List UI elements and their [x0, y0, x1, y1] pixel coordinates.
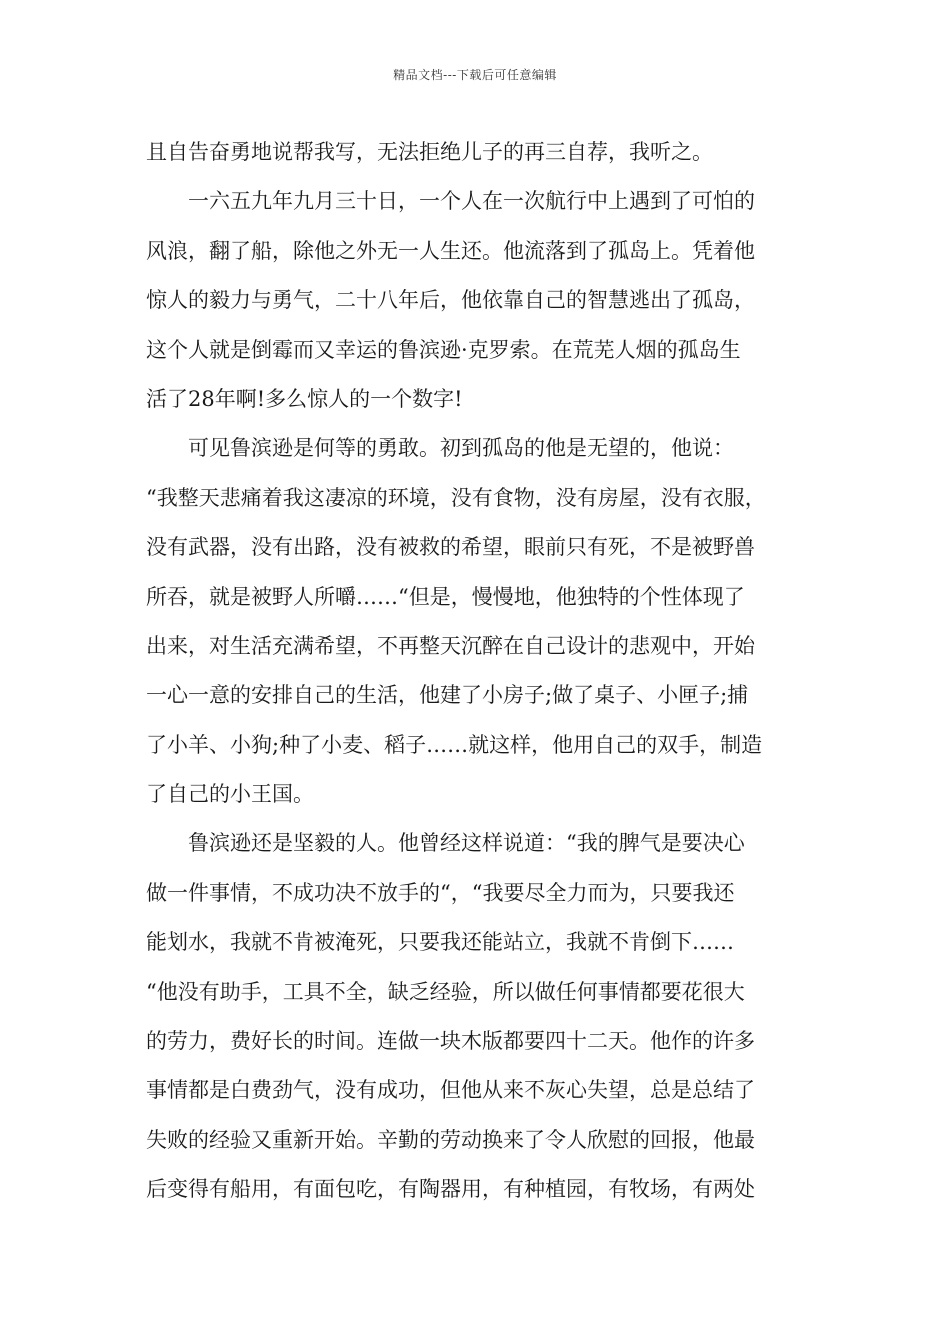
text-line: 一心一意的安排自己的生活，他建了小房子;做了桌子、小匣子;捕 [146, 683, 749, 708]
text-line: 且自告奋勇地说帮我写，无法拒绝儿子的再三自荐，我听之。 [146, 140, 713, 164]
document-body [146, 128, 818, 1215]
text-line: 了自己的小王国。 [146, 782, 314, 807]
text-line: 鲁滨逊还是坚毅的人。他曾经这样说道：“我的脾气是要决心 [146, 831, 745, 856]
text-line: 活了28年啊!多么惊人的一个数字! [146, 386, 463, 411]
text-line: 一六五九年九月三十日，一个人在一次航行中上遇到了可怕的 [146, 189, 755, 214]
text-line: 出来，对生活充满希望，不再整天沉醉在自己设计的悲观中，开始 [146, 633, 755, 658]
text-line: 后变得有船用，有面包吃，有陶器用，有种植园，有牧场，有两处 [146, 1177, 755, 1202]
text-line: “他没有助手，工具不全，缺乏经验，所以做任何事情都要花很大 [146, 979, 745, 1004]
text-line: 做一件事情，不成功决不放手的“，“我要尽全力而为，只要我还 [146, 880, 735, 905]
page-header: 精品文档---下载后可任意编辑 [393, 68, 557, 82]
text-line: 所吞，就是被野人所嚼……“但是，慢慢地，他独特的个性体现了 [146, 584, 745, 609]
text-line: 了小羊、小狗;种了小麦、稻子……就这样，他用自己的双手，制造 [146, 732, 763, 757]
text-line: 事情都是白费劲气，没有成功，但他从来不灰心失望，总是总结了 [146, 1078, 755, 1103]
text-line: 这个人就是倒霉而又幸运的鲁滨逊·克罗索。在荒芜人烟的孤岛生 [146, 337, 741, 362]
text-line: 惊人的毅力与勇气，二十八年后，他依靠自己的智慧逃出了孤岛， [146, 288, 755, 313]
text-line: 风浪，翻了船，除他之外无一人生还。他流落到了孤岛上。凭着他 [146, 238, 755, 263]
text-line: 可见鲁滨逊是何等的勇敢。初到孤岛的他是无望的，他说： [146, 436, 734, 461]
text-line: 没有武器，没有出路，没有被救的希望，眼前只有死，不是被野兽 [146, 535, 755, 560]
text-line: 的劳力，费好长的时间。连做一块木版都要四十二天。他作的许多 [146, 1029, 755, 1054]
text-line: 能划水，我就不肯被淹死，只要我还能站立，我就不肯倒下…… [146, 930, 734, 955]
text-line: 失败的经验又重新开始。辛勤的劳动换来了令人欣慰的回报，他最 [146, 1127, 755, 1152]
text-line: “我整天悲痛着我这凄凉的环境，没有食物，没有房屋，没有衣服， [146, 485, 766, 510]
